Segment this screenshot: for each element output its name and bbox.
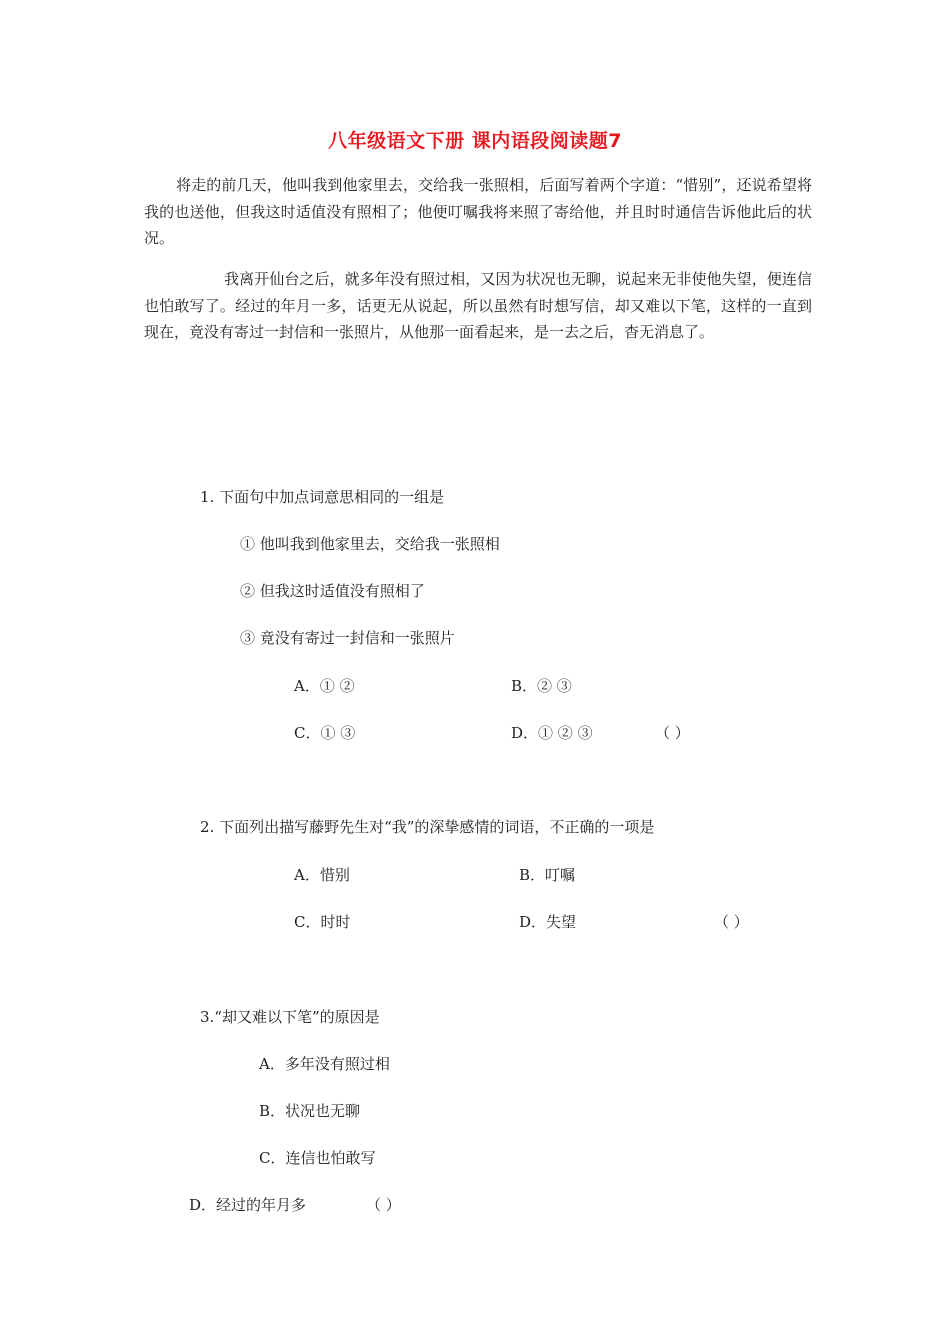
question-1-stem: 1. 下面句中加点词意思相同的一组是 [200, 488, 445, 506]
question-1-option-d: D．① ② ③ [511, 724, 593, 742]
question-3-option-a: A．多年没有照过相 [259, 1055, 390, 1073]
question-2-option-a: A．惜别 [294, 866, 350, 884]
page-title: 八年级语文下册 课内语段阅读题7 [328, 130, 622, 152]
question-1-item-2: ② 但我这时适值没有照相了 [240, 582, 425, 600]
question-3-option-b: B．状况也无聊 [259, 1102, 361, 1120]
question-2-option-d: D．失望 [519, 913, 577, 931]
question-3-option-d: D．经过的年月多 [189, 1196, 307, 1214]
question-1-item-1: ① 他叫我到他家里去，交给我一张照相 [240, 535, 500, 553]
question-1-answer-blank: （ ） [655, 724, 690, 742]
question-1-item-3: ③ 竟没有寄过一封信和一张照片 [240, 629, 455, 647]
question-2-option-b: B．叮嘱 [519, 866, 576, 884]
question-1-option-c: C．① ③ [294, 724, 356, 742]
question-3-answer-blank: （ ） [366, 1196, 401, 1214]
question-2-option-c: C．时时 [294, 913, 351, 931]
passage-paragraph-2: 我离开仙台之后，就多年没有照过相，又因为状况也无聊，说起来无非使他失望，便连信也怕敢写了。经过的年月一多，话更无从说起，所以虽然有时想写信，却又难以下笔，这样的一直到现在，竟没有寄过一封信和一张照片，从他那一面看起来，是一去之后，杳无消息了。 [144, 270, 812, 341]
question-2-stem: 2. 下面列出描写藤野先生对“我”的深挚感情的词语，不正确的一项是 [200, 818, 655, 836]
question-3-option-c: C．连信也怕敢写 [259, 1149, 376, 1167]
question-1-option-a: A．① ② [294, 677, 355, 695]
question-2-answer-blank: （ ） [714, 913, 749, 931]
question-1-option-b: B．② ③ [511, 677, 572, 695]
question-3-stem: 3.“却又难以下笔”的原因是 [200, 1008, 380, 1026]
passage-paragraph-1: 将走的前几天，他叫我到他家里去，交给我一张照相，后面写着两个字道：“惜别”，还说希望将我的也送他，但我这时适值没有照相了；他便叮嘱我将来照了寄给他，并且时时通信告诉他此后的状况。 [144, 176, 812, 247]
